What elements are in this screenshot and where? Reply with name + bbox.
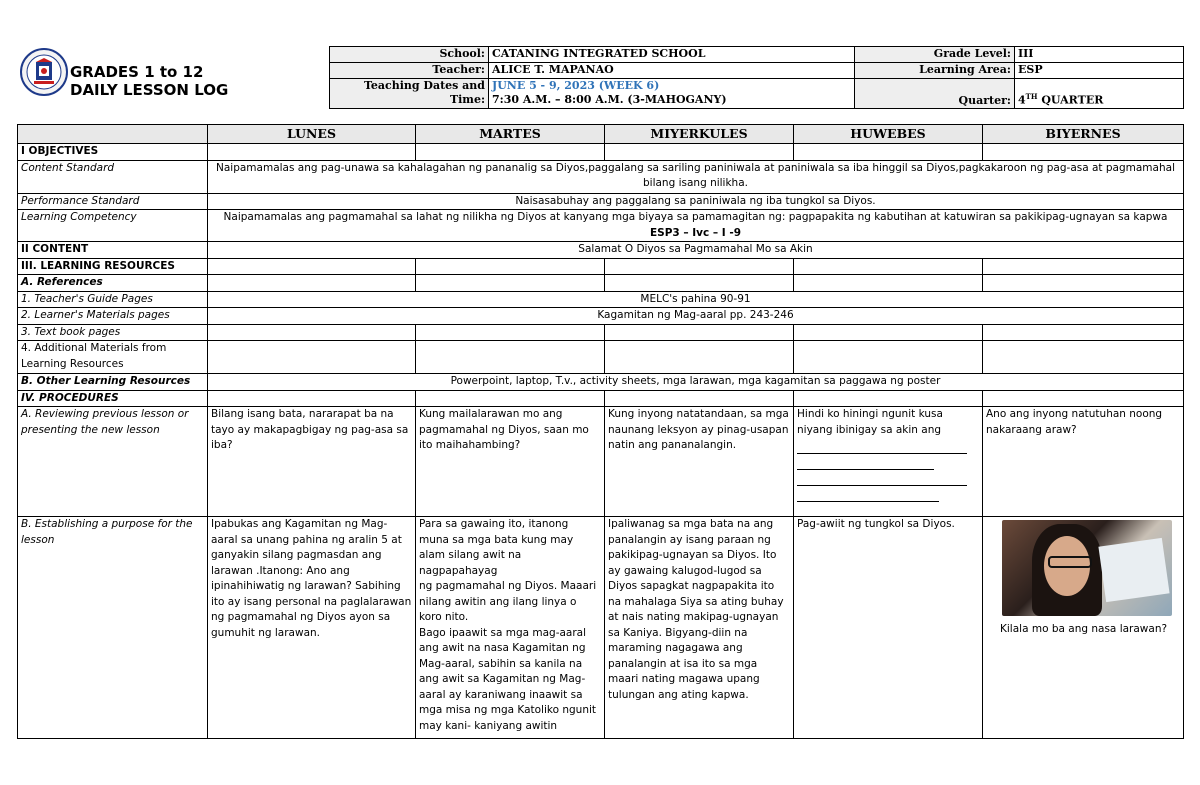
other-resources-label: B. Other Learning Resources (18, 374, 208, 391)
references-label: A. References (18, 275, 208, 292)
learners-materials-value: Kagamitan ng Mag-aaral pp. 243-246 (208, 308, 1184, 325)
document-title (70, 63, 228, 99)
teachers-guide-label: 1. Teacher's Guide Pages (18, 291, 208, 308)
additional-materials-label: 4. Additional Materials from Learning Resources (18, 341, 208, 374)
review-biyernes: Ano ang inyong natutuhan noong nakaraang araw? (983, 407, 1184, 517)
content-standard-row (18, 160, 1184, 193)
objectives-cell-1 (208, 144, 416, 161)
objectives-cell-4 (794, 144, 983, 161)
review-martes: Kung mailalarawan mo ang pagmamahal ng Diyos, saan mo ito maihahambing? (416, 407, 605, 517)
lr-cell-4 (794, 258, 983, 275)
am-cell-5 (983, 341, 1184, 374)
purpose-miyerkules: Ipaliwanag sa mga bata na ang panalangin ay isang paraan ng pakikipag-ugnayan sa Diyos. Ito ay gawaing kalugod-lugod sa Diyos sapagkat nagpapakita ito na mahalaga Siya sa ating buhay at nais nating makipag-ugnayan sa Kaniya. Bigyang-diin na maraming nagagawa ang panalangin at isa ito sa mga maari nating magawa upang tulungan ang ating kapwa. (605, 517, 794, 739)
learning-area-value: ESP (1015, 63, 1184, 79)
teachers-guide-value: MELC's pahina 90-91 (208, 291, 1184, 308)
proc-cell-5 (983, 390, 1184, 407)
teachers-guide-row (18, 291, 1184, 308)
day-header-blank (18, 125, 208, 144)
grade-level-value: III (1015, 47, 1184, 63)
learning-competency-text: Naipamamalas ang pagmamahal sa lahat ng nilikha ng Diyos at kanyang mga biyaya sa pamamagitan ng: pagpapakita ng kabutihan at katuwiran sa pakikipag-ugnayan sa kapwa (223, 211, 1168, 223)
review-miyerkules: Kung inyong natatandaan, sa mga naunang leksyon ay pinag-usapan natin ang pananalangin. (605, 407, 794, 517)
answer-line-4 (797, 486, 939, 502)
quarter-number: 4 (1018, 94, 1026, 107)
title-line-2: DAILY LESSON LOG (70, 81, 229, 99)
teaching-dates-label (330, 79, 489, 109)
performance-standard-row (18, 193, 1184, 210)
teaching-dates-label-line2: Time: (449, 93, 485, 106)
ref-cell-3 (605, 275, 794, 292)
other-resources-value: Powerpoint, laptop, T.v., activity sheets, mga larawan, mga kagamitan sa paggawa ng poster (208, 374, 1184, 391)
objectives-cell-5 (983, 144, 1184, 161)
quarter-text: QUARTER (1037, 94, 1104, 107)
learning-competency-label: Learning Competency (18, 210, 208, 242)
school-value: CATANING INTEGRATED SCHOOL (489, 47, 855, 63)
learning-competency-value (208, 210, 1184, 242)
lr-cell-5 (983, 258, 1184, 275)
performance-standard-value: Naisasabuhay ang paggalang sa paniniwala ng iba tungkol sa Diyos. (208, 193, 1184, 210)
review-huwebes (794, 407, 983, 517)
day-huwebes: HUWEBES (794, 125, 983, 144)
procedures-label: IV. PROCEDURES (18, 390, 208, 407)
tb-cell-4 (794, 324, 983, 341)
teaching-dates-label-line1: Teaching Dates and (363, 79, 485, 92)
references-row (18, 275, 1184, 292)
answer-line-3 (797, 470, 967, 486)
learning-resources-row (18, 258, 1184, 275)
deped-seal-logo (20, 48, 68, 96)
learners-materials-row (18, 308, 1184, 325)
proc-cell-1 (208, 390, 416, 407)
purpose-biyernes (983, 517, 1184, 739)
competency-code: ESP3 – Ivc – I -9 (649, 226, 742, 239)
time-value: 7:30 A.M. – 8:00 A.M. (3-MAHOGANY) (492, 93, 727, 106)
ref-cell-5 (983, 275, 1184, 292)
ref-cell-4 (794, 275, 983, 292)
teacher-value: ALICE T. MAPANAO (489, 63, 855, 79)
day-martes: MARTES (416, 125, 605, 144)
day-header-row (18, 125, 1184, 144)
girl-photo-image (1002, 520, 1172, 616)
title-line-1: GRADES 1 to 12 (70, 63, 204, 81)
ref-cell-1 (208, 275, 416, 292)
objectives-cell-2 (416, 144, 605, 161)
purpose-label: B. Establishing a purpose for the lesson (18, 517, 208, 739)
quarter-value (1015, 79, 1184, 109)
day-biyernes: BIYERNES (983, 125, 1184, 144)
dates-value: JUNE 5 - 9, 2023 (WEEK 6) (492, 79, 660, 92)
lr-cell-2 (416, 258, 605, 275)
learning-resources-label: III. LEARNING RESOURCES (18, 258, 208, 275)
textbook-label: 3. Text book pages (18, 324, 208, 341)
purpose-lunes: Ipabukas ang Kagamitan ng Mag-aaral sa unang pahina ng aralin 5 at ganyakin silang pagmasdan ang larawan .Itanong: Ano ang ipinahihiwatig ng larawan? Sabihing ito ay isang personal na paglalarawan ng pagmamahal ng Diyos ayon sa gumuhit ng larawan. (208, 517, 416, 739)
proc-cell-2 (416, 390, 605, 407)
content-row (18, 242, 1184, 259)
additional-materials-row (18, 341, 1184, 374)
proc-cell-4 (794, 390, 983, 407)
teacher-label: Teacher: (330, 63, 489, 79)
header-info-table (329, 46, 1184, 109)
am-cell-2 (416, 341, 605, 374)
review-huwebes-text: Hindi ko hiningi ngunit kusa niyang ibinigay sa akin ang (797, 408, 943, 436)
textbook-row (18, 324, 1184, 341)
answer-line-1 (797, 438, 967, 454)
procedures-row (18, 390, 1184, 407)
tb-cell-1 (208, 324, 416, 341)
answer-line-2 (797, 454, 934, 470)
other-resources-row (18, 374, 1184, 391)
lesson-log-table (17, 124, 1184, 739)
content-value: Salamat O Diyos sa Pagmamahal Mo sa Akin (208, 242, 1184, 259)
purpose-huwebes: Pag-awiit ng tungkol sa Diyos. (794, 517, 983, 739)
purpose-martes: Para sa gawaing ito, itanong muna sa mga bata kung may alam silang awit na nagpapahayag ng pagmamahal ng Diyos. Maaari nilang awitin ang ilang linya o koro nito. Bago ipaawit sa mga mag-aaral ang awit na nasa Kagamitan ng Mag-aaral, sabihin sa kanila na ang awit sa Kagamitan ng Mag-aaral ay karaniwang inaawit sa mga misa ng mga Katoliko ngunit may kani- kaniyang awitin (416, 517, 605, 739)
performance-standard-label: Performance Standard (18, 193, 208, 210)
objectives-cell-3 (605, 144, 794, 161)
lr-cell-3 (605, 258, 794, 275)
review-row (18, 407, 1184, 517)
purpose-row (18, 517, 1184, 739)
review-lunes: Bilang isang bata, nararapat ba na tayo ay makapagbigay ng pag-asa sa iba? (208, 407, 416, 517)
content-standard-value: Naipamamalas ang pag-unawa sa kahalagahan ng pananalig sa Diyos,paggalang sa sariling paniniwala at paniniwala sa iba hinggil sa Diyos,pagkakaroon ng pag-asa at pagmamahal bilang isang nilikha. (208, 160, 1184, 193)
learning-competency-row (18, 210, 1184, 242)
am-cell-4 (794, 341, 983, 374)
teaching-dates-value (489, 79, 855, 109)
quarter-label: Quarter: (855, 79, 1015, 109)
lr-cell-1 (208, 258, 416, 275)
objectives-row (18, 144, 1184, 161)
grade-level-label: Grade Level: (855, 47, 1015, 63)
day-lunes: LUNES (208, 125, 416, 144)
tb-cell-2 (416, 324, 605, 341)
am-cell-1 (208, 341, 416, 374)
photo-paper (1098, 538, 1169, 602)
am-cell-3 (605, 341, 794, 374)
content-standard-label: Content Standard (18, 160, 208, 193)
learning-area-label: Learning Area: (855, 63, 1015, 79)
purpose-biyernes-text: Kilala mo ba ang nasa larawan? (1000, 623, 1168, 635)
content-label: II CONTENT (18, 242, 208, 259)
objectives-label: I OBJECTIVES (18, 144, 208, 161)
proc-cell-3 (605, 390, 794, 407)
tb-cell-3 (605, 324, 794, 341)
ref-cell-2 (416, 275, 605, 292)
photo-glasses (1048, 556, 1092, 568)
learners-materials-label: 2. Learner's Materials pages (18, 308, 208, 325)
day-miyerkules: MIYERKULES (605, 125, 794, 144)
quarter-suffix: TH (1025, 92, 1038, 102)
tb-cell-5 (983, 324, 1184, 341)
review-label: A. Reviewing previous lesson or presenting the new lesson (18, 407, 208, 517)
school-label: School: (330, 47, 489, 63)
